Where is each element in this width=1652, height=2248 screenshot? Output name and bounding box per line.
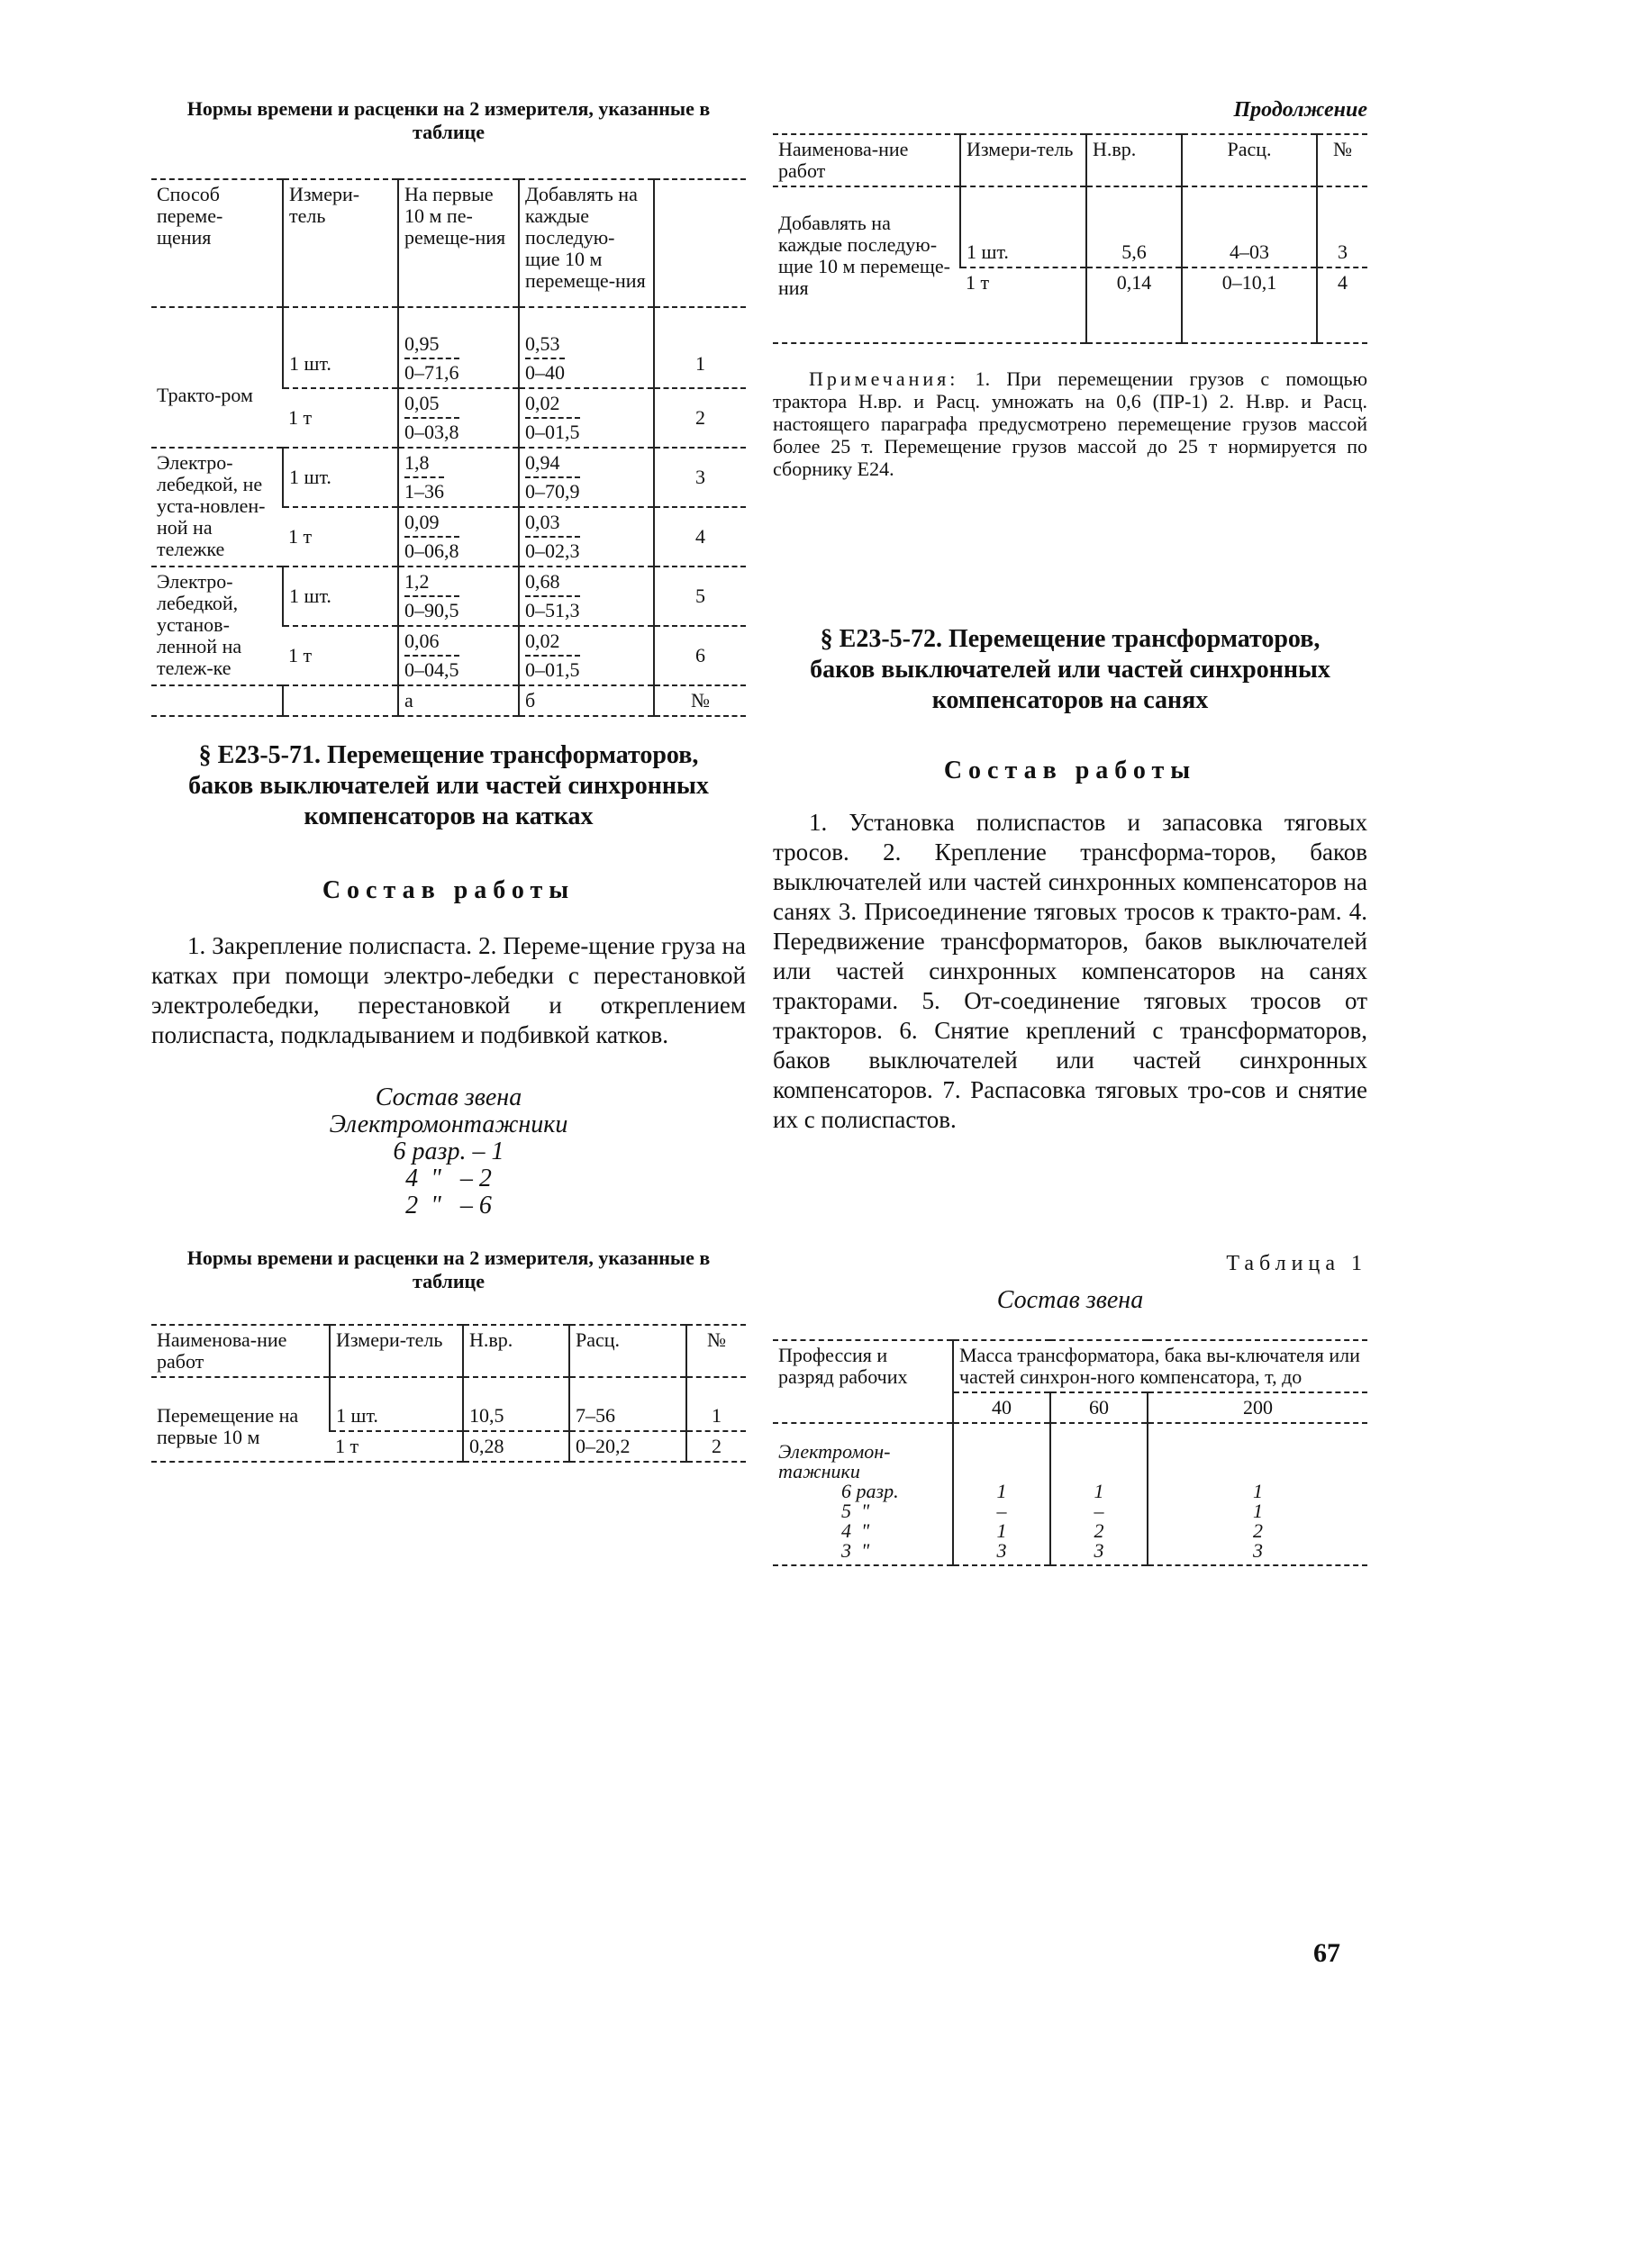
crew-count: 1 <box>996 1480 1007 1502</box>
mass-col-40: 40 <box>953 1392 1050 1423</box>
price-cell: 0–20,2 <box>569 1431 686 1462</box>
table-row <box>151 307 746 388</box>
unit-cell: 1 шт. <box>283 307 398 388</box>
price: 0–70,9 <box>525 480 580 503</box>
norms-table-3 <box>773 133 1367 344</box>
header-unit: Измери-тель <box>283 179 398 307</box>
table-row <box>773 1423 1367 1565</box>
unit-cell: 1 шт. <box>283 448 398 507</box>
right-column <box>773 97 1367 1566</box>
first-10m-cell <box>398 448 519 507</box>
header-work-name: Наименова-ние работ <box>773 134 960 186</box>
work-heading: Состав работы <box>943 757 1197 784</box>
table-row <box>151 1377 746 1431</box>
time-norm: 0,68 <box>525 571 580 597</box>
first-10m-cell <box>398 307 519 388</box>
notes-text: 1. При перемещении грузов с помощью трактора Н.вр. и Расц. умножать на 0,6 (ПР-1) 2. Н.вр. и Расц. настоящего параграфа предусмотрено перемещение грузов массой более 25 т. Перемещение грузов массой до 25 т нормируется по сборнику Е24. <box>773 367 1368 480</box>
header-work-name: Наименова-ние работ <box>151 1325 330 1377</box>
crew-count: 3 <box>1253 1539 1263 1562</box>
notes-label: Примечания: <box>809 367 959 390</box>
method-cell: Электро-лебедкой, установ-ленной на тележ-ке <box>151 567 283 685</box>
footer-cell <box>283 685 398 716</box>
unit-cell: 1 шт. <box>960 186 1086 267</box>
crew-count: 3 <box>1094 1539 1104 1562</box>
crew-role: Электромонтажники <box>329 1110 568 1138</box>
price: 0–51,3 <box>525 599 580 621</box>
time-norm-cell: 0,14 <box>1086 267 1182 343</box>
price: 0–01,5 <box>525 421 580 443</box>
crew-count: 1 <box>1094 1480 1104 1502</box>
time-norm: 0,95 <box>404 333 459 359</box>
row-number: 2 <box>654 388 746 448</box>
grade: 6 разр. <box>841 1480 899 1502</box>
header-number: № <box>686 1325 746 1377</box>
time-norm-cell: 5,6 <box>1086 186 1182 267</box>
row-number: 3 <box>654 448 746 507</box>
price: 0–04,5 <box>404 658 459 681</box>
crew-count: 1 <box>1253 1500 1263 1522</box>
time-norm: 0,06 <box>404 630 459 657</box>
first-10m-cell <box>398 388 519 448</box>
value-col-40 <box>953 1423 1050 1565</box>
footer-cell-a: а <box>398 685 519 716</box>
row-number: 1 <box>686 1377 746 1431</box>
grade: 4 " <box>841 1519 870 1542</box>
unit-cell: 1 шт. <box>283 567 398 626</box>
footer-cell-number: № <box>654 685 746 716</box>
crew-title: Состав звена <box>375 1083 522 1111</box>
crew-count: 1 <box>996 1519 1007 1542</box>
table2-caption: Нормы времени и расценки на 2 измерителя, указанные в таблице <box>186 1246 711 1292</box>
row-number: 3 <box>1317 186 1367 267</box>
add-10m-cell <box>519 307 654 388</box>
grade: 5 " <box>841 1500 870 1522</box>
table-header-row <box>151 179 746 307</box>
first-10m-cell <box>398 626 519 685</box>
row-number: 6 <box>654 626 746 685</box>
table-row <box>151 448 746 507</box>
crew-line: 6 разр. – 1 <box>393 1138 504 1165</box>
crew-count: 2 <box>1253 1519 1263 1542</box>
crew-count: 1 <box>1253 1480 1263 1502</box>
first-10m-cell <box>398 567 519 626</box>
header-unit: Измери-тель <box>330 1325 463 1377</box>
price: 0–71,6 <box>404 361 459 384</box>
price-cell: 0–10,1 <box>1182 267 1317 343</box>
table-header-row <box>151 1325 746 1377</box>
time-norm: 0,02 <box>525 630 580 657</box>
price: 0–02,3 <box>525 539 580 562</box>
time-norm: 0,09 <box>404 512 459 538</box>
first-10m-cell <box>398 507 519 567</box>
header-mass: Масса трансформатора, бака вы-ключателя или частей синхрон-ного компенсатора, т, до <box>953 1340 1367 1392</box>
header-price: Расц. <box>569 1325 686 1377</box>
price: 0–06,8 <box>404 539 459 562</box>
profession-name: Электромон-тажники <box>778 1440 891 1482</box>
row-number: 4 <box>654 507 746 567</box>
add-10m-cell <box>519 626 654 685</box>
header-number: № <box>1317 134 1367 186</box>
grade: 3 " <box>841 1539 870 1562</box>
section-72-title: § Е23-5-72. Перемещение трансформаторов, баков выключателей или частей синхронных компенсаторов на санях <box>810 625 1330 714</box>
table-footer-row <box>151 685 746 716</box>
crew-line: 2 " – 6 <box>405 1192 492 1219</box>
table-row <box>151 567 746 626</box>
unit-cell: 1 т <box>283 507 398 567</box>
unit-cell: 1 т <box>960 267 1086 343</box>
header-profession: Профессия и разряд рабочих <box>773 1340 953 1423</box>
section-71-title: § Е23-5-71. Перемещение трансформаторов, баков выключателей или частей синхронных компенсаторов на катках <box>188 741 709 830</box>
add-10m-cell <box>519 507 654 567</box>
method-cell: Электро-лебедкой, не уста-новлен-ной на тележке <box>151 448 283 567</box>
row-number: 2 <box>686 1431 746 1462</box>
price: 0–90,5 <box>404 599 459 621</box>
work-name-cell: Перемещение на первые 10 м <box>157 1404 299 1448</box>
time-norm: 0,94 <box>525 452 580 478</box>
mass-col-200: 200 <box>1148 1392 1367 1423</box>
header-number <box>654 179 746 307</box>
row-number: 5 <box>654 567 746 626</box>
add-10m-cell <box>519 448 654 507</box>
time-norm: 1,2 <box>404 571 459 597</box>
unit-cell: 1 шт. <box>330 1377 463 1431</box>
table1-caption: Нормы времени и расценки на 2 измерителя, указанные в таблице <box>186 97 711 143</box>
work-name-cell: Добавлять на каждые последую-щие 10 м перемеще-ния <box>778 212 950 299</box>
header-first-10m: На первые 10 м пе-ремеще-ния <box>398 179 519 307</box>
unit-cell: 1 т <box>330 1431 463 1462</box>
crew-title: Состав звена <box>996 1286 1144 1314</box>
table-label: Таблица 1 <box>1226 1252 1367 1275</box>
crew-count: – <box>996 1500 1007 1522</box>
continuation-label: Продолжение <box>1233 98 1367 122</box>
price: 0–40 <box>525 361 565 384</box>
crew-table <box>773 1339 1367 1566</box>
add-10m-cell <box>519 567 654 626</box>
time-norm: 0,53 <box>525 333 565 359</box>
left-column <box>151 97 746 1463</box>
crew-count: 2 <box>1094 1519 1104 1542</box>
row-number: 1 <box>654 307 746 388</box>
time-norm: 1,8 <box>404 452 444 478</box>
profession-cell <box>773 1423 953 1565</box>
work-description: 1. Закрепление полиспаста. 2. Переме-щение груза на катках при помощи электро-лебедки с перестановкой электролебедки, перестановкой и откреплением полиспаста, подкладыванием и подбивкой катков. <box>151 932 746 1048</box>
value-col-60 <box>1050 1423 1148 1565</box>
notes <box>773 367 1367 480</box>
price-cell: 7–56 <box>569 1377 686 1431</box>
row-number: 4 <box>1317 267 1367 343</box>
mass-col-60: 60 <box>1050 1392 1148 1423</box>
header-unit: Измери-тель <box>960 134 1086 186</box>
price: 0–03,8 <box>404 421 459 443</box>
price-cell: 4–03 <box>1182 186 1317 267</box>
header-method: Способ переме-щения <box>151 179 283 307</box>
page-number: 67 <box>1313 1938 1340 1968</box>
unit-cell: 1 т <box>283 626 398 685</box>
crew-count: – <box>1094 1500 1104 1522</box>
add-10m-cell <box>519 388 654 448</box>
header-time-norm: Н.вр. <box>463 1325 569 1377</box>
header-time-norm: Н.вр. <box>1086 134 1182 186</box>
norms-table-2 <box>151 1324 746 1463</box>
table-row <box>773 186 1367 267</box>
work-description: 1. Установка полиспастов и запасовка тяговых тросов. 2. Крепление трансформа-торов, баков выключателей или частей синхронных компенсаторов на санях 3. Присоединение тяговых тросов к тракто-рам. 4. Передвижение трансформаторов, баков выключателей или частей синхронных компенсаторов на санях тракторами. 5. От-соединение тяговых тросов от тракторов. 6. Снятие креплений с трансформаторов, баков выключателей или частей синхронных компенсаторов. 7. Распасовка тяговых тро-сов и снятие их с полиспастов. <box>773 809 1367 1133</box>
header-add-10m: Добавлять на каждые последую-щие 10 м перемеще-ния <box>519 179 654 307</box>
method-cell: Тракто-ром <box>157 384 253 406</box>
time-norm-cell: 0,28 <box>463 1431 569 1462</box>
table-header-row <box>773 134 1367 186</box>
time-norm: 0,02 <box>525 393 580 419</box>
header-price: Расц. <box>1182 134 1317 186</box>
work-heading: Состав работы <box>322 876 576 904</box>
price: 1–36 <box>404 480 444 503</box>
norms-table-1 <box>151 178 746 717</box>
crew-count: 3 <box>996 1539 1007 1562</box>
footer-cell <box>151 685 283 716</box>
unit-cell: 1 т <box>283 388 398 448</box>
time-norm: 0,03 <box>525 512 580 538</box>
crew-line: 4 " – 2 <box>405 1165 492 1192</box>
table-header-row <box>773 1340 1367 1392</box>
price: 0–01,5 <box>525 658 580 681</box>
time-norm: 0,05 <box>404 393 459 419</box>
footer-cell-b: б <box>519 685 654 716</box>
time-norm-cell: 10,5 <box>463 1377 569 1431</box>
value-col-200 <box>1148 1423 1367 1565</box>
